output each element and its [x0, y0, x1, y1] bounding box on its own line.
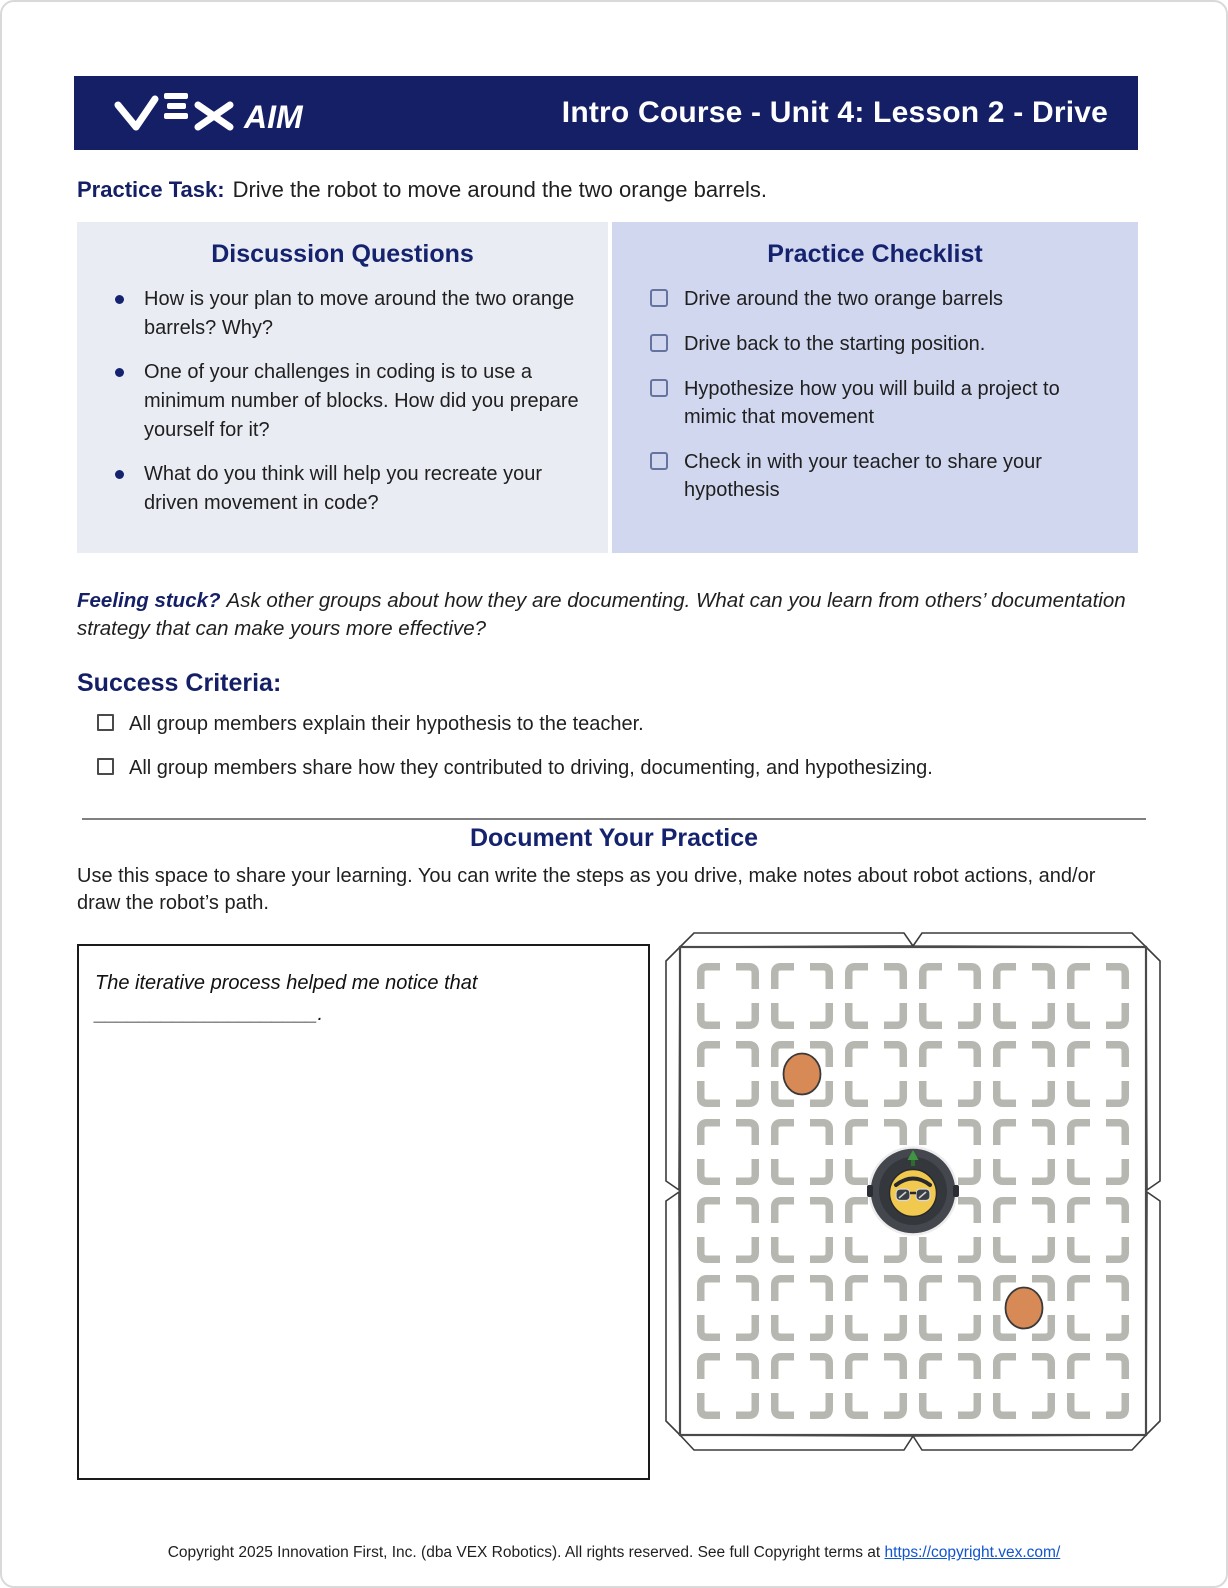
columns-section	[77, 222, 1138, 553]
practice-task-label: Practice Task:	[77, 177, 225, 202]
discussion-item	[115, 285, 582, 343]
orange-barrel	[1006, 1288, 1043, 1329]
copyright-footer	[2, 1544, 1226, 1562]
checkbox-icon[interactable]	[650, 289, 668, 307]
checkbox-icon[interactable]	[97, 758, 114, 775]
field-svg	[658, 931, 1170, 1455]
checkbox-icon[interactable]	[650, 334, 668, 352]
checklist-item-text: Drive around the two orange barrels	[683, 287, 1004, 310]
notes-writing-box[interactable]	[77, 944, 650, 1480]
discussion-item	[115, 460, 582, 518]
vex-aim-logo	[112, 89, 362, 137]
success-criteria-text: All group members share how they contributed to driving, documenting, and hypothesizing.	[129, 757, 933, 780]
success-criteria-item	[97, 754, 1146, 782]
checkbox-icon[interactable]	[97, 714, 114, 731]
page-title: Intro Course - Unit 4: Lesson 2 - Drive	[561, 96, 1108, 129]
checklist-item-text: Check in with your teacher to share your hypothesis	[683, 450, 1042, 501]
discussion-questions-title: Discussion Questions	[211, 239, 474, 268]
document-practice-title: Document Your Practice	[469, 824, 759, 853]
header-bar	[74, 76, 1138, 150]
practice-task-text: Drive the robot to move around the two orange barrels.	[232, 177, 767, 202]
notes-prompt	[95, 968, 630, 1030]
practice-checklist-panel	[612, 222, 1138, 553]
checkbox-icon[interactable]	[650, 452, 668, 470]
bullet-icon	[115, 368, 124, 377]
checklist-item	[650, 330, 1112, 358]
copyright-text: Copyright 2025 Innovation First, Inc. (dba VEX Robotics). All rights reserved. See full Copyright terms at	[167, 1544, 885, 1562]
notes-prompt-text: The iterative process helped me notice that	[95, 972, 478, 995]
practice-task-line	[77, 176, 1146, 205]
documentation-area	[77, 944, 1226, 1480]
discussion-item	[115, 358, 582, 445]
aim-field-image	[658, 931, 1170, 1460]
success-criteria-text: All group members explain their hypothesis to the teacher.	[129, 713, 644, 736]
discussion-item-text: One of your challenges in coding is to use a minimum number of blocks. How did you prepare yourself for it?	[144, 360, 579, 441]
orange-barrel	[784, 1054, 821, 1095]
success-criteria-title: Success Criteria:	[77, 669, 282, 698]
checkbox-icon[interactable]	[650, 379, 668, 397]
practice-checklist-title: Practice Checklist	[767, 239, 983, 268]
copyright-link[interactable]: https://copyright.vex.com/	[884, 1544, 1061, 1562]
svg-text:AIM: AIM	[244, 99, 303, 135]
success-criteria-section	[77, 669, 1146, 782]
feeling-stuck-label: Feeling stuck?	[77, 588, 221, 612]
checklist-item	[650, 375, 1112, 431]
vex-aim-logo-icon	[112, 89, 362, 137]
feeling-stuck-text: Ask other groups about how they are documenting. What can you learn from others’ documentation strategy that can make yours more effective?	[77, 588, 1126, 640]
bullet-icon	[115, 470, 124, 479]
checklist-item	[650, 448, 1112, 504]
checklist-item-text: Hypothesize how you will build a project to mimic that movement	[683, 377, 1060, 428]
feeling-stuck-note	[77, 587, 1146, 644]
discussion-item-text: How is your plan to move around the two orange barrels? Why?	[144, 287, 575, 339]
bullet-icon	[115, 295, 124, 304]
section-divider	[82, 818, 1146, 820]
checklist-item	[650, 285, 1112, 313]
document-practice-intro: Use this space to share your learning. You can write the steps as you drive, make notes about robot actions, and/or draw the robot’s path.	[77, 865, 1096, 915]
discussion-questions-panel	[77, 222, 608, 553]
discussion-item-text: What do you think will help you recreate your driven movement in code?	[144, 462, 542, 514]
notes-blank-line: ____________________.	[95, 1003, 324, 1026]
success-criteria-item	[97, 710, 1146, 738]
checklist-item-text: Drive back to the starting position.	[683, 332, 986, 355]
